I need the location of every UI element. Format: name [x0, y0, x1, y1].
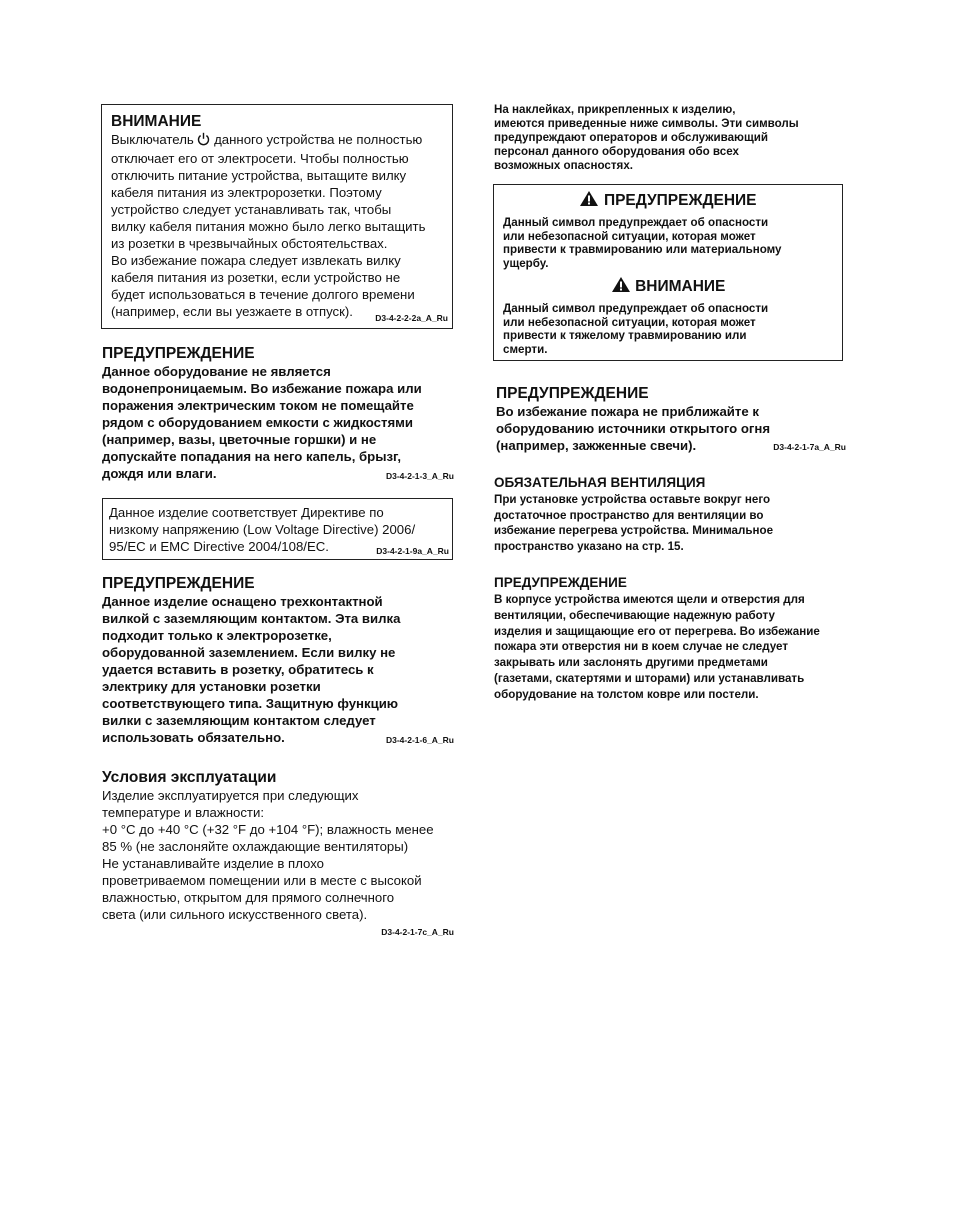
ventilation-title: ОБЯЗАТЕЛЬНАЯ ВЕНТИЛЯЦИЯ [494, 475, 706, 490]
warning-fire-code: D3-4-2-1-7a_A_Ru [773, 442, 846, 452]
caution-box [101, 104, 453, 329]
symbols-warning-text: Данный символ предупреждает об опасности или небезопасной ситуации, которая может привести к травмированию или материальному ущербу. [503, 216, 782, 270]
warning-vents-title: ПРЕДУПРЕЖДЕНИЕ [494, 575, 627, 590]
warning-vents-text: В корпусе устройства имеются щели и отверстия для вентиляции, обеспечивающие надежную работу изделия и защищающие его от перегрева. Во избежание пожара эти отверстия ни в коем случае не следует закрывать или заслонять другими предметами (газетами, скатертями и шторами) или устанавливать оборудование на толстом ковре или постели. [494, 593, 820, 701]
warning-triangle-icon [611, 276, 631, 298]
symbols-caution-title: ВНИМАНИЕ [635, 278, 726, 295]
operating-conditions-title: Условия эксплуатации [102, 769, 277, 786]
caution-title: ВНИМАНИЕ [111, 113, 202, 130]
warning-water-section [102, 344, 454, 482]
warning-fire-title: ПРЕДУПРЕЖДЕНИЕ [496, 385, 649, 402]
operating-conditions-text: Изделие эксплуатируется при следующих температуре и влажности: +0 °C до +40 °C (+32 °F до +104 °F); влажность менее 85 % (не заслоняйте охлаждающие вентиляторы) Не устанавливайте изделие в плохо проветриваемом помещении или в месте с высокой влажностью, открытом для прямого солнечного света (или сильного искусственного света). [102, 788, 434, 922]
directive-code: D3-4-2-1-9a_A_Ru [376, 546, 449, 556]
warning-fire-text: Во избежание пожара не приближайте к оборудованию источники открытого огня (например, зажженные свечи). [496, 404, 771, 453]
symbols-caution-text: Данный символ предупреждает об опасности или небезопасной ситуации, которая может привести к тяжелому травмированию или смерти. [503, 302, 769, 356]
caution-text: Выключатель данного устройства не полностью отключает его от электросети. Чтобы полностью отключить питание устройства, вытащите вилку кабеля питания из электророзетки. Поэтому устройство следует устанавливать так, чтобы вилку кабеля питания можно было легко вытащить из розетки в чрезвычайных обстоятельствах. Во избежание пожара следует извлекать вилку кабеля питания из розетки, если устройство не будет использоваться в течение долгого времени (например, если вы уезжаете в отпуск). [111, 132, 426, 319]
caution-code: D3-4-2-2-2a_A_Ru [375, 313, 448, 323]
directive-box [102, 498, 453, 560]
symbols-box [493, 184, 843, 361]
warning-water-text: Данное оборудование не является водонепроницаемым. Во избежание пожара или поражения электрическим током не помещайте рядом с оборудованием емкости с жидкостями (например, вазы, цветочные горшки) и не допускайте попадания на него капель, брызг, дождя или влаги. [102, 364, 422, 481]
symbols-warning-title: ПРЕДУПРЕЖДЕНИЕ [603, 192, 757, 209]
warning-plug-code: D3-4-2-1-6_A_Ru [385, 735, 454, 745]
operating-conditions-code: D3-4-2-1-7c_A_Ru [381, 927, 454, 937]
warning-plug-section [102, 574, 454, 746]
warning-fire-section [496, 384, 846, 454]
intro-section [494, 103, 846, 173]
ventilation-section [494, 475, 846, 554]
warning-plug-title: ПРЕДУПРЕЖДЕНИЕ [102, 575, 255, 592]
warning-plug-text: Данное изделие оснащено трехконтактной вилкой с заземляющим контактом. Эта вилка подходит только к электророзетке, оборудованной заземлением. Если вилку не удается вставить в розетку, обратитесь к электрику для установки розетки соответствующего типа. Защитную функцию вилки с заземляющим контактом следует использовать обязательно. [102, 594, 401, 745]
warning-water-title: ПРЕДУПРЕЖДЕНИЕ [102, 345, 255, 362]
power-icon [197, 132, 210, 150]
ventilation-text: При установке устройства оставьте вокруг него достаточное пространство для вентиляции во избежание перегрева устройства. Минимальное пространство указано на стр. 15. [494, 493, 774, 553]
warning-water-code: D3-4-2-1-3_A_Ru [385, 471, 454, 481]
directive-text: Данное изделие соответствует Директиве по низкому напряжению (Low Voltage Directive) 2006/ 95/EC и EMC Directive 2004/108/EC. [109, 505, 416, 554]
warning-vents-section [494, 575, 846, 703]
operating-conditions-section [102, 768, 470, 937]
warning-triangle-icon [579, 190, 599, 212]
intro-text: На наклейках, прикрепленных к изделию, имеются приведенные ниже символы. Эти символы предупреждают операторов и обслуживающий персонал данного оборудования обо всех возможных опасностях. [494, 103, 799, 172]
